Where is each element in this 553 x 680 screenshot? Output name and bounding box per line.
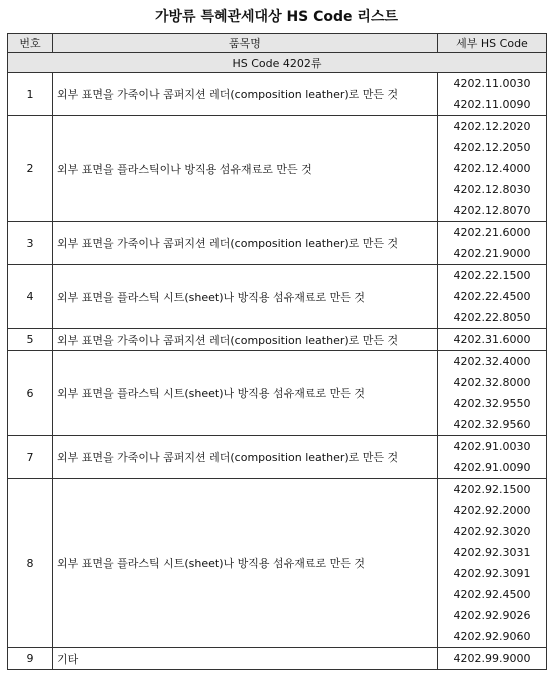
table-row [8,73,547,116]
hs-code: 4202.31.6000 [453,333,531,346]
hs-code: 4202.92.9060 [453,630,531,643]
hs-code: 4202.92.1500 [453,483,531,496]
table-row [8,265,547,329]
hs-code-table [7,33,547,670]
item-description: 기타 [53,648,438,670]
header-item: 품목명 [53,34,438,53]
row-number: 6 [8,351,53,436]
hs-code: 4202.22.8050 [453,311,531,324]
row-number: 9 [8,648,53,670]
hs-code: 4202.12.2020 [453,120,531,133]
hs-code: 4202.11.0030 [453,77,531,90]
hs-code: 4202.32.9550 [453,397,531,410]
hs-code: 4202.92.2000 [453,504,531,517]
hs-code: 4202.92.3020 [453,525,531,538]
item-description: 외부 표면을 플라스틱 시트(sheet)나 방직용 섬유재료로 만든 것 [53,351,438,436]
table-row [8,222,547,265]
hs-code: 4202.11.0090 [453,98,531,111]
table-row [8,479,547,648]
hs-code: 4202.92.3031 [453,546,531,559]
hs-code-cell [438,436,547,479]
item-description: 외부 표면을 가죽이나 콤퍼지션 레더(composition leather)로 만든 것 [53,222,438,265]
hs-code-cell [438,265,547,329]
hs-code: 4202.22.4500 [453,290,531,303]
hs-code: 4202.21.6000 [453,226,531,239]
item-description: 외부 표면을 플라스틱 시트(sheet)나 방직용 섬유재료로 만든 것 [53,479,438,648]
hs-code: 4202.12.8070 [453,204,531,217]
section-label: HS Code 4202류 [8,53,547,73]
hs-code: 4202.92.4500 [453,588,531,601]
header-no: 번호 [8,34,53,53]
hs-code: 4202.12.4000 [453,162,531,175]
hs-code: 4202.12.8030 [453,183,531,196]
hs-code: 4202.91.0030 [453,440,531,453]
hs-code: 4202.91.0090 [453,461,531,474]
item-description: 외부 표면을 가죽이나 콤퍼지션 레더(composition leather)로 만든 것 [53,329,438,351]
hs-code-cell [438,648,547,670]
item-description: 외부 표면을 가죽이나 콤퍼지션 레더(composition leather)로 만든 것 [53,436,438,479]
table-row [8,116,547,222]
row-number: 7 [8,436,53,479]
header-code: 세부 HS Code [438,34,547,53]
row-number: 1 [8,73,53,116]
hs-code-cell [438,73,547,116]
hs-code: 4202.99.9000 [453,652,531,665]
item-description: 외부 표면을 가죽이나 콤퍼지션 레더(composition leather)로 만든 것 [53,73,438,116]
row-number: 2 [8,116,53,222]
row-number: 5 [8,329,53,351]
item-description: 외부 표면을 플라스틱 시트(sheet)나 방직용 섬유재료로 만든 것 [53,265,438,329]
hs-code: 4202.92.3091 [453,567,531,580]
item-description: 외부 표면을 플라스틱이나 방직용 섬유재료로 만든 것 [53,116,438,222]
hs-code-cell [438,351,547,436]
row-number: 4 [8,265,53,329]
hs-code: 4202.32.9560 [453,418,531,431]
table-row [8,329,547,351]
table-row [8,648,547,670]
table-row [8,351,547,436]
hs-code-cell [438,222,547,265]
hs-code-cell [438,329,547,351]
document-title: 가방류 특혜관세대상 HS Code 리스트 [155,9,398,25]
hs-code: 4202.32.8000 [453,376,531,389]
hs-code-cell [438,116,547,222]
header-row [8,34,547,53]
row-number: 3 [8,222,53,265]
hs-code-cell [438,479,547,648]
hs-code: 4202.32.4000 [453,355,531,368]
section-row [8,53,547,73]
hs-code: 4202.22.1500 [453,269,531,282]
hs-code: 4202.12.2050 [453,141,531,154]
hs-code: 4202.92.9026 [453,609,531,622]
row-number: 8 [8,479,53,648]
table-row [8,436,547,479]
hs-code: 4202.21.9000 [453,247,531,260]
